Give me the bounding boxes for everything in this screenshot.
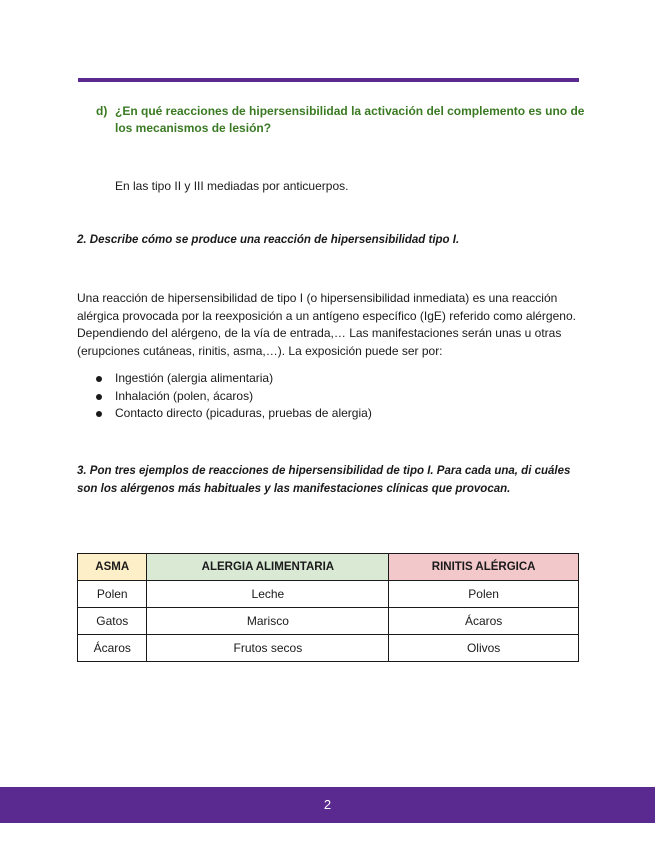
- question-2-heading: 2. Describe cómo se produce una reacción de hipersensibilidad tipo I.: [77, 234, 460, 246]
- table-header-row: [78, 554, 579, 581]
- question-d: [96, 103, 586, 137]
- list-item: Inhalación (polen, ácaros): [96, 388, 372, 406]
- exposure-list: [96, 370, 372, 423]
- table-cell: Frutos secos: [147, 635, 389, 662]
- bullet-icon: [96, 411, 102, 417]
- table-cell: Polen: [78, 581, 147, 608]
- table-cell: Polen: [389, 581, 579, 608]
- header-rinitis-alergica: RINITIS ALÉRGICA: [389, 554, 579, 581]
- list-item: Ingestión (alergia alimentaria): [96, 370, 372, 388]
- table-row: [78, 635, 579, 662]
- answer-2-paragraph: Una reacción de hipersensibilidad de tipo I (o hipersensibilidad inmediata) es una reacción alérgica provocada por la reexposición a un antígeno específico (IgE) referido como alérgeno. Dependiendo del alérgeno, de la vía de entrada,… Las manifestaciones serán unas u otras (erupciones cutáneas, rinitis, asma,…). La exposición puede ser por:: [77, 291, 576, 358]
- top-divider: [78, 78, 579, 82]
- table-cell: Ácaros: [78, 635, 147, 662]
- table-row: [78, 581, 579, 608]
- bullet-icon: [96, 394, 102, 400]
- table-cell: Olivos: [389, 635, 579, 662]
- table-cell: Gatos: [78, 608, 147, 635]
- question-d-letter: d): [96, 104, 108, 118]
- page-footer: [0, 787, 655, 823]
- question-3-heading: 3. Pon tres ejemplos de reacciones de hipersensibilidad de tipo I. Para cada una, di cuáles son los alérgenos más habituales y las manifestaciones clínicas que provocan.: [77, 465, 571, 495]
- allergy-table: [77, 553, 579, 662]
- table-row: [78, 608, 579, 635]
- question-d-text: ¿En qué reacciones de hipersensibilidad la activación del complemento es uno de los mecanismos de lesión?: [115, 104, 585, 135]
- header-alergia-alimentaria: ALERGIA ALIMENTARIA: [147, 554, 389, 581]
- list-item: Contacto directo (picaduras, pruebas de alergia): [96, 405, 372, 423]
- table-cell: Marisco: [147, 608, 389, 635]
- bullet-icon: [96, 376, 102, 382]
- table-cell: Ácaros: [389, 608, 579, 635]
- answer-d: En las tipo II y III mediadas por anticuerpos.: [115, 179, 349, 193]
- header-asma: ASMA: [78, 554, 147, 581]
- page-number: 2: [323, 797, 332, 812]
- table-cell: Leche: [147, 581, 389, 608]
